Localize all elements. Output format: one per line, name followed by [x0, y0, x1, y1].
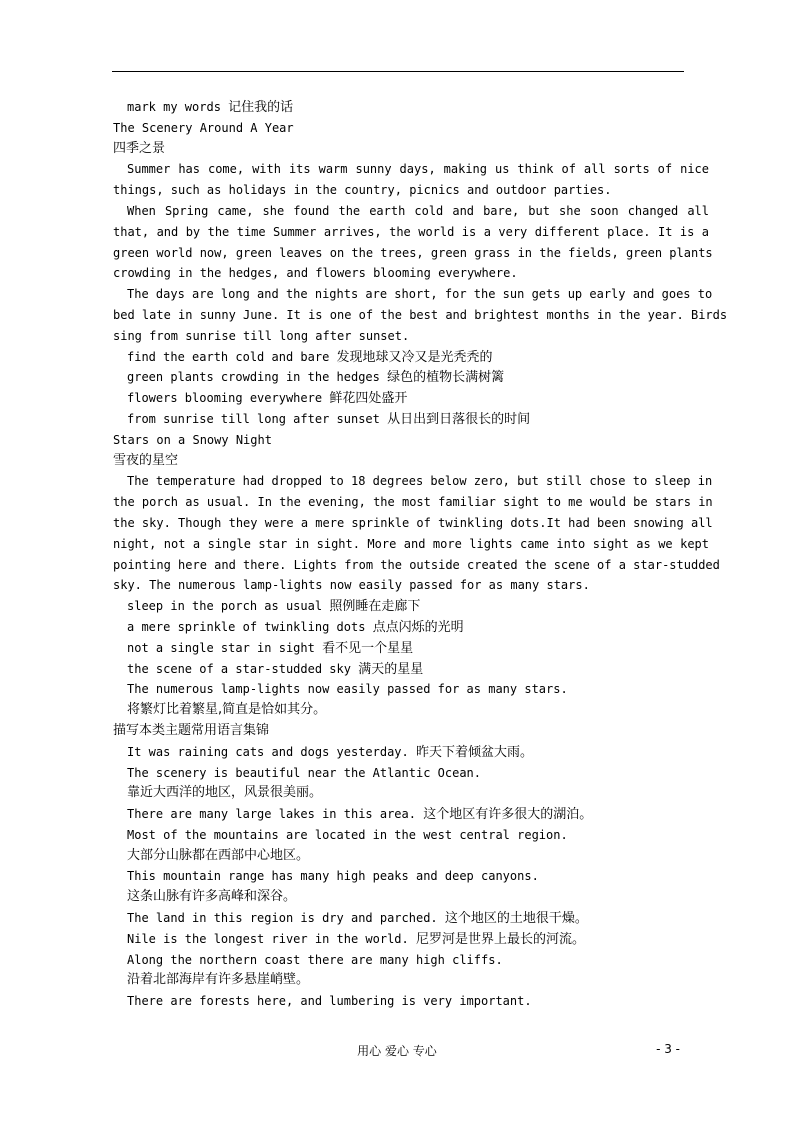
line-english: that, and by the time Summer arrives, the world is a very different place. It is a — [113, 224, 709, 239]
text-line — [113, 742, 709, 763]
line-english: sleep in the porch as usual — [127, 599, 323, 614]
line-chinese: 大部分山脉都在西部中心地区。 — [127, 847, 310, 863]
line-chinese: 四季之景 — [113, 140, 166, 156]
text-line — [113, 201, 709, 222]
line-english: the porch as usual. In the evening, the most familiar sight to me would be stars in — [113, 495, 713, 510]
text-line — [113, 825, 709, 846]
text-line — [113, 679, 709, 700]
line-english: green world now, green leaves on the trees, green grass in the fields, green plants — [113, 245, 713, 260]
text-line — [113, 908, 709, 929]
text-line — [113, 513, 713, 534]
line-english: pointing here and there. Lights from the outside created the scene of a star-studded — [113, 557, 720, 572]
line-chinese: 记住我的话 — [228, 100, 294, 115]
line-english: The days are long and the nights are short, for the sun gets up early and goes to — [127, 287, 713, 302]
line-english: Stars on a Snowy Night — [113, 432, 272, 447]
line-english: The numerous lamp-lights now easily passed for as many stars. — [127, 682, 568, 697]
line-chinese: 这个地区有许多很大的湖泊。 — [423, 807, 593, 823]
line-chinese: 雪夜的星空 — [113, 452, 179, 468]
line-english: Nile is the longest river in the world. — [127, 931, 409, 946]
header-rule — [112, 71, 684, 72]
text-line — [113, 347, 709, 368]
line-english: green plants crowding in the hedges — [127, 370, 380, 385]
text-line — [113, 555, 720, 576]
text-line — [113, 887, 709, 908]
line-english: There are many large lakes in this area. — [127, 807, 416, 822]
text-line — [113, 970, 709, 991]
line-chinese: 描写本类主题常用语言集锦 — [113, 722, 270, 738]
text-line — [113, 575, 709, 596]
text-line — [113, 471, 713, 492]
text-line — [113, 700, 709, 721]
text-line — [113, 388, 709, 409]
line-chinese: 发现地球又冷又是光秃秃的 — [336, 349, 493, 365]
page-footer — [0, 1042, 794, 1058]
text-line — [113, 326, 709, 347]
text-line — [113, 783, 709, 804]
text-line — [113, 534, 709, 555]
text-line — [113, 305, 728, 326]
line-english: find the earth cold and bare — [127, 349, 330, 364]
line-english: the scene of a star-studded sky — [127, 661, 351, 676]
text-line — [113, 263, 709, 284]
text-line — [113, 659, 709, 680]
line-chinese: 点点闪烁的光明 — [372, 619, 464, 635]
line-chinese: 绿色的植物长满树篱 — [387, 370, 505, 386]
text-line — [113, 159, 709, 180]
text-line — [113, 804, 709, 825]
text-line — [113, 866, 709, 887]
text-line — [113, 118, 709, 139]
line-chinese: 从日出到日落很长的时间 — [387, 411, 531, 427]
line-english: There are forests here, and lumbering is very important. — [127, 994, 532, 1009]
text-line — [113, 492, 713, 513]
text-line — [113, 846, 709, 867]
text-line — [113, 950, 709, 971]
line-english: Most of the mountains are located in the west central region. — [127, 827, 568, 842]
text-line — [113, 180, 709, 201]
line-english: things, such as holidays in the country, picnics and outdoor parties. — [113, 183, 612, 198]
line-chinese: 看不见一个星星 — [322, 640, 414, 656]
line-chinese: 鲜花四处盛开 — [329, 391, 408, 407]
line-english: from sunrise till long after sunset — [127, 411, 380, 426]
text-line — [113, 367, 709, 388]
line-english: not a single star in sight — [127, 640, 315, 655]
line-english: The temperature had dropped to 18 degrees below zero, but still chose to sleep in — [127, 474, 713, 489]
text-line — [113, 721, 709, 742]
line-chinese: 将繁灯比着繁星,简直是恰如其分。 — [127, 702, 327, 718]
footer-motto: 用心 爱心 专心 — [357, 1044, 437, 1058]
page-number: - 3 - — [656, 1042, 680, 1056]
text-line — [113, 430, 709, 451]
text-line — [113, 409, 709, 430]
line-english: Summer has come, with its warm sunny days, making us think of all sorts of nice — [127, 162, 709, 177]
text-line — [113, 451, 709, 472]
line-english: This mountain range has many high peaks and deep canyons. — [127, 869, 539, 884]
line-english: Along the northern coast there are many high cliffs. — [127, 952, 503, 967]
line-english: sing from sunrise till long after sunset. — [113, 328, 410, 343]
text-line — [113, 763, 709, 784]
text-line — [113, 97, 709, 118]
line-english: The scenery is beautiful near the Atlantic Ocean. — [127, 765, 482, 780]
line-english: When Spring came, she found the earth cold and bare, but she soon changed all — [127, 203, 709, 218]
text-line — [113, 596, 709, 617]
line-chinese: 靠近大西洋的地区，风景很美丽。 — [127, 785, 323, 801]
line-chinese: 这个地区的土地很干燥。 — [444, 911, 588, 927]
line-english: flowers blooming everywhere — [127, 391, 323, 406]
text-line — [113, 617, 709, 638]
line-english: The Scenery Around A Year — [113, 120, 294, 135]
text-line — [113, 991, 709, 1012]
line-chinese: 沿着北部海岸有许多悬崖峭壁。 — [127, 972, 310, 988]
line-english: The land in this region is dry and parched. — [127, 911, 438, 926]
line-english: night, not a single star in sight. More and more lights came into sight as we kept — [113, 536, 709, 551]
line-english: the sky. Though they were a mere sprinkle of twinkling dots.It had been snowing all — [113, 515, 713, 530]
line-english: sky. The numerous lamp-lights now easily passed for as many stars. — [113, 578, 590, 593]
document-body — [113, 97, 728, 1012]
line-chinese: 昨天下着倾盆大雨。 — [416, 744, 534, 760]
text-line — [113, 929, 709, 950]
text-line — [113, 638, 709, 659]
text-line — [113, 243, 713, 264]
line-chinese: 这条山脉有许多高峰和深谷。 — [127, 889, 297, 905]
text-line — [113, 222, 709, 243]
text-line — [113, 139, 709, 160]
line-english: mark my words — [127, 100, 221, 114]
line-chinese: 满天的星星 — [358, 661, 424, 677]
line-english: It was raining cats and dogs yesterday. — [127, 744, 409, 759]
text-line — [113, 284, 713, 305]
line-chinese: 尼罗河是世界上最长的河流。 — [416, 931, 586, 947]
line-english: a mere sprinkle of twinkling dots — [127, 619, 366, 634]
line-english: crowding in the hedges, and flowers blooming everywhere. — [113, 266, 518, 281]
line-english: bed late in sunny June. It is one of the best and brightest months in the year. Birds — [113, 307, 728, 322]
line-chinese: 照例睡在走廊下 — [329, 599, 421, 615]
